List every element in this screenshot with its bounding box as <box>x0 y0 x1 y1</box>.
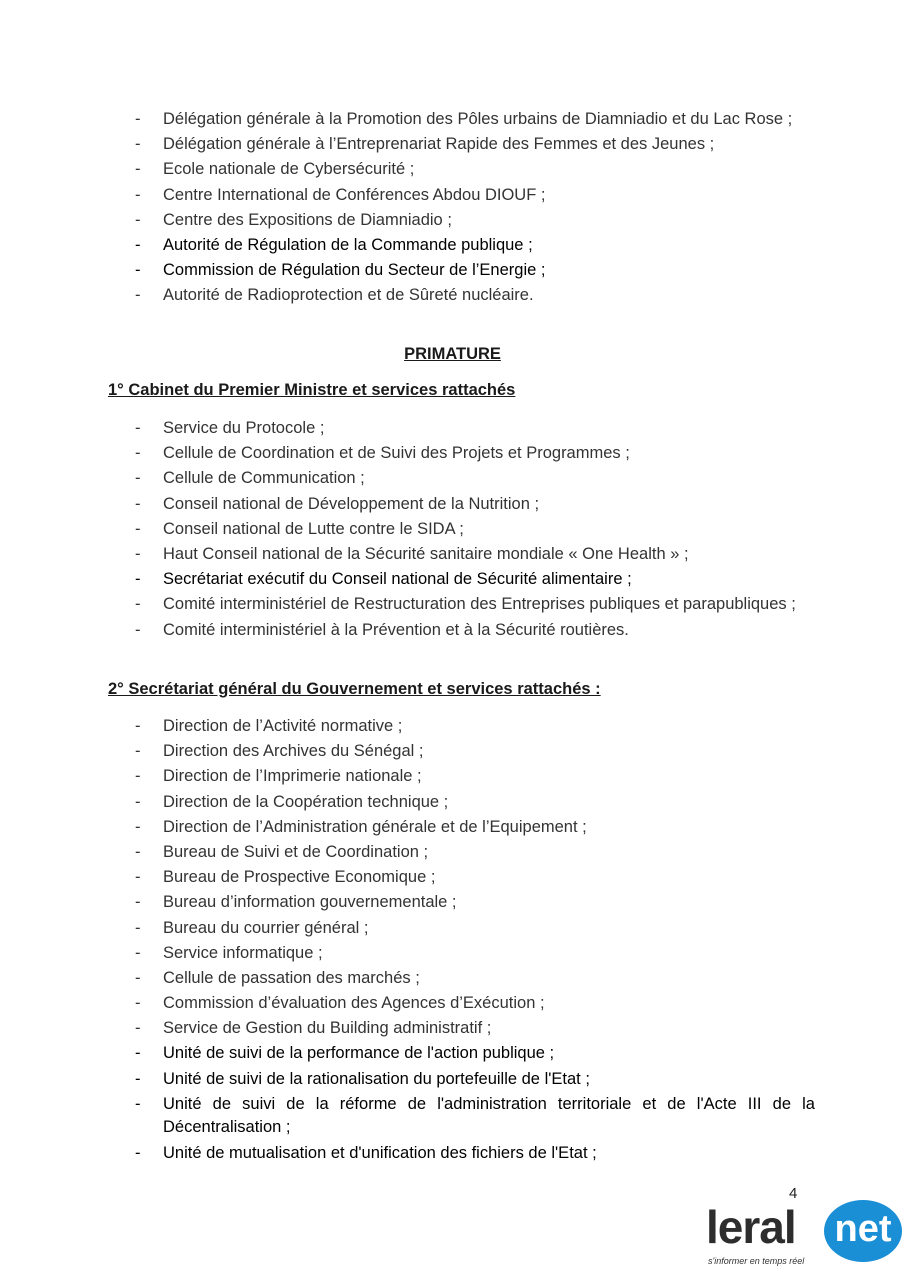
list-item <box>108 417 815 441</box>
list-item-text: Comité interministériel à la Prévention et à la Sécurité routières. <box>163 620 629 639</box>
list-item <box>108 493 815 517</box>
dash-bullet: - <box>135 544 141 563</box>
list-item-text: Direction de la Coopération technique ; <box>163 792 449 811</box>
dash-bullet: - <box>135 185 141 204</box>
dash-bullet: - <box>135 842 141 861</box>
dash-bullet: - <box>135 868 141 887</box>
dash-bullet: - <box>135 419 141 437</box>
list-item <box>108 1142 815 1166</box>
list-item-text: Ecole nationale de Cybersécurité ; <box>163 160 415 179</box>
list-item-text: Centre des Expositions de Diamniadio ; <box>163 210 452 229</box>
list-item <box>108 942 815 966</box>
list-item-text: Service du Protocole ; <box>163 419 325 437</box>
heading-cabinet: 1° Cabinet du Premier Ministre et services rattachés <box>108 381 516 399</box>
list-item-text: Conseil national de Développement de la Nutrition ; <box>163 494 540 513</box>
list-item <box>108 619 815 643</box>
dash-bullet: - <box>135 994 141 1013</box>
list-item-text: Cellule de Communication ; <box>163 469 365 488</box>
dash-bullet: - <box>135 1143 141 1162</box>
list-item <box>108 917 815 941</box>
list-item-text: Direction de l’Imprimerie nationale ; <box>163 767 422 786</box>
dash-bullet: - <box>135 1019 141 1038</box>
list-item-text: Direction de l’Administration générale et de l’Equipement ; <box>163 817 587 836</box>
list-item <box>108 209 815 233</box>
list-item-text: Autorité de Radioprotection et de Sûreté nucléaire. <box>163 286 534 305</box>
list-item-text: Bureau de Prospective Economique ; <box>163 868 436 887</box>
cabinet-list <box>108 417 815 644</box>
list-item-text: Bureau de Suivi et de Coordination ; <box>163 842 429 861</box>
list-item <box>108 866 815 890</box>
list-item-text: Délégation générale à l’Entreprenariat Rapide des Femmes et des Jeunes ; <box>163 135 715 154</box>
list-item-text: Commission de Régulation du Secteur de l’Energie ; <box>163 261 546 280</box>
list-item <box>108 284 815 308</box>
dash-bullet: - <box>135 968 141 987</box>
dash-bullet: - <box>135 717 141 735</box>
list-item <box>108 133 815 157</box>
dash-bullet: - <box>135 519 141 538</box>
list-item-text: Unité de suivi de la réforme de l'administration territoriale et de l'Acte III de la Décentralisation ; <box>163 1094 815 1137</box>
list-item-text: Délégation générale à la Promotion des Pôles urbains de Diamniadio et du Lac Rose ; <box>163 110 793 128</box>
dash-bullet: - <box>135 110 141 128</box>
list-item <box>108 992 815 1016</box>
dash-bullet: - <box>135 160 141 179</box>
section-title: PRIMATURE <box>404 345 501 363</box>
dash-bullet: - <box>135 135 141 154</box>
list-item-text: Secrétariat exécutif du Conseil national de Sécurité alimentaire ; <box>163 570 632 589</box>
dash-bullet: - <box>135 742 141 761</box>
list-item <box>108 108 815 132</box>
secretariat-list <box>108 715 815 1167</box>
dash-bullet: - <box>135 1069 141 1088</box>
list-item-text: Service de Gestion du Building administratif ; <box>163 1019 492 1038</box>
list-item <box>108 158 815 182</box>
leralnet-logo <box>706 1200 904 1274</box>
list-item-text: Unité de mutualisation et d'unification des fichiers de l'Etat ; <box>163 1143 597 1162</box>
list-item-text: Autorité de Régulation de la Commande publique ; <box>163 235 533 254</box>
logo-word-right: net <box>834 1208 892 1250</box>
dash-bullet: - <box>135 235 141 254</box>
list-item <box>108 184 815 208</box>
list-item-text: Unité de suivi de la rationalisation du portefeuille de l'Etat ; <box>163 1069 590 1088</box>
list-item <box>108 1017 815 1041</box>
dash-bullet: - <box>135 1094 141 1113</box>
list-item <box>108 543 815 567</box>
dash-bullet: - <box>135 620 141 639</box>
list-item <box>108 593 815 617</box>
list-item <box>108 467 815 491</box>
list-item <box>108 1042 815 1066</box>
dash-bullet: - <box>135 286 141 305</box>
list-item <box>108 740 815 764</box>
list-item-text: Centre International de Conférences Abdou DIOUF ; <box>163 185 546 204</box>
list-item-text: Cellule de Coordination et de Suivi des Projets et Programmes ; <box>163 444 630 463</box>
list-item <box>108 967 815 991</box>
list-item <box>108 791 815 815</box>
list-item <box>108 234 815 258</box>
list-item-text: Comité interministériel de Restructuration des Entreprises publiques et parapubliques ; <box>163 595 796 614</box>
dash-bullet: - <box>135 893 141 912</box>
list-item-text: Cellule de passation des marchés ; <box>163 968 420 987</box>
dash-bullet: - <box>135 595 141 614</box>
list-item <box>108 442 815 466</box>
dash-bullet: - <box>135 918 141 937</box>
dash-bullet: - <box>135 444 141 463</box>
dash-bullet: - <box>135 817 141 836</box>
logo-tagline: s'informer en temps réel <box>708 1256 805 1266</box>
dash-bullet: - <box>135 1044 141 1063</box>
list-item-text: Conseil national de Lutte contre le SIDA ; <box>163 519 464 538</box>
dash-bullet: - <box>135 767 141 786</box>
dash-bullet: - <box>135 570 141 589</box>
list-item <box>108 1068 815 1092</box>
list-item <box>108 816 815 840</box>
list-item <box>108 568 815 592</box>
list-item <box>108 765 815 789</box>
logo-word-left: leral <box>706 1201 796 1253</box>
list-item <box>108 259 815 283</box>
list-item <box>108 891 815 915</box>
list-item <box>108 518 815 542</box>
list-item-text: Commission d’évaluation des Agences d’Exécution ; <box>163 994 545 1013</box>
list-item <box>108 715 815 739</box>
heading-secretariat: 2° Secrétariat général du Gouvernement et services rattachés : <box>108 680 601 698</box>
dash-bullet: - <box>135 494 141 513</box>
list-item-text: Bureau du courrier général ; <box>163 918 369 937</box>
list-item-text: Direction de l’Activité normative ; <box>163 717 403 735</box>
list-item-text: Service informatique ; <box>163 943 323 962</box>
list-item <box>108 1093 815 1140</box>
dash-bullet: - <box>135 210 141 229</box>
list-item-text: Bureau d’information gouvernementale ; <box>163 893 457 912</box>
list-item <box>108 841 815 865</box>
dash-bullet: - <box>135 943 141 962</box>
dash-bullet: - <box>135 792 141 811</box>
list-item-text: Haut Conseil national de la Sécurité sanitaire mondiale « One Health » ; <box>163 544 689 563</box>
dash-bullet: - <box>135 261 141 280</box>
list-item-text: Unité de suivi de la performance de l'action publique ; <box>163 1044 555 1063</box>
list-item-text: Direction des Archives du Sénégal ; <box>163 742 424 761</box>
intro-list <box>108 108 815 310</box>
page-number: 4 <box>789 1185 798 1202</box>
dash-bullet: - <box>135 469 141 488</box>
